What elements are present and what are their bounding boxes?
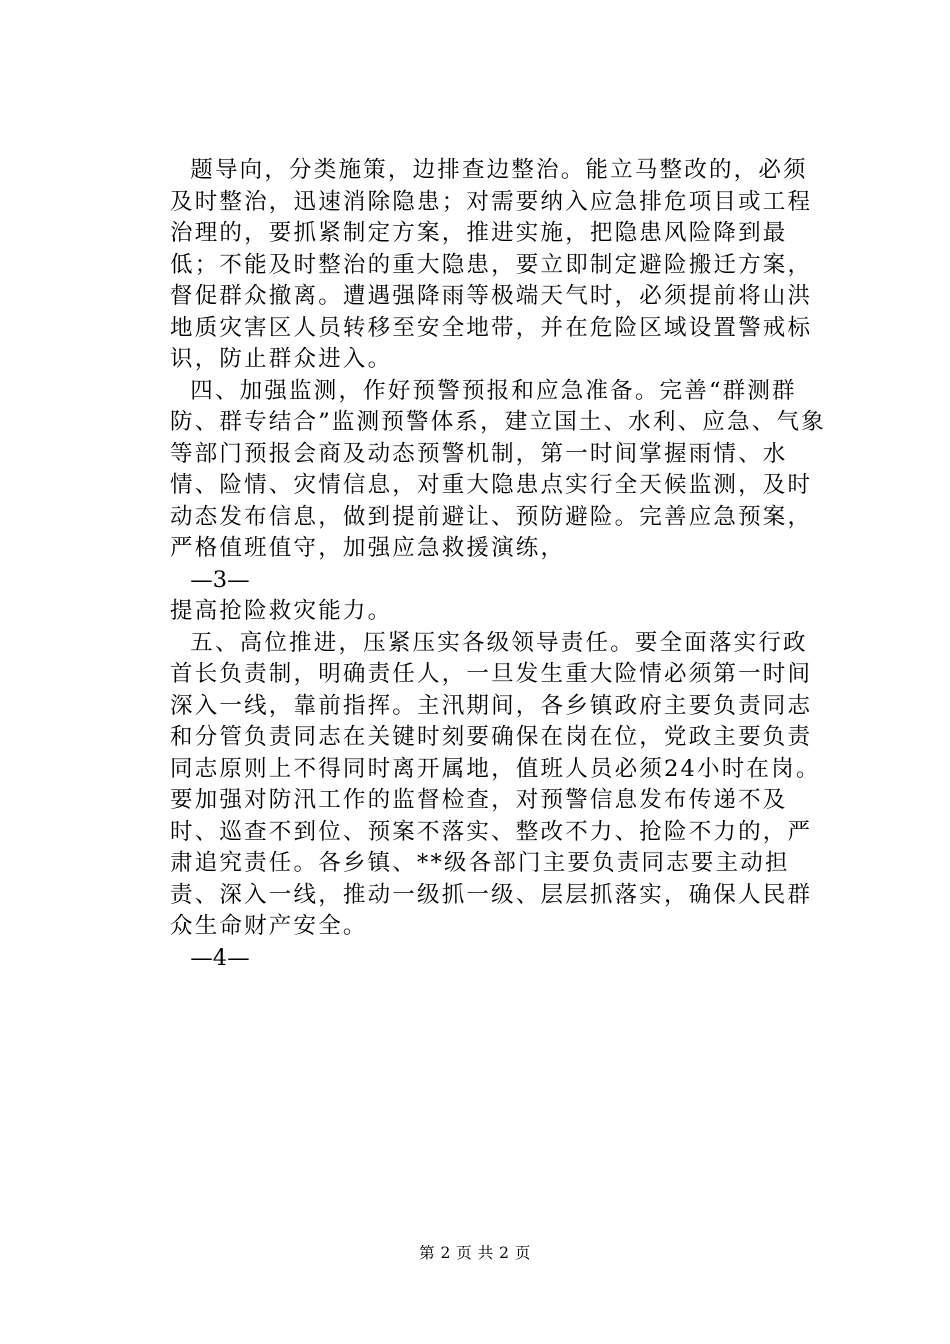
inline-page-number-4: —4— [190, 944, 250, 971]
inline-page-number-3: —3— [190, 566, 250, 593]
paragraph-section-four-monitoring: 四、加强监测，作好预警预报和应急准备。完善“群测群防、群专结合”监测预警体系，建立国土、水利、应急、气象等部门预报会商及动态预警机制，第一时间掌握雨情、水情、险情、灾情信息，对重大隐患点实行全天候监测，及时动态发布信息，做到提前避让、预防避险。完善应急预案，严格值班值守，加强应急救援演练， [170, 377, 826, 561]
page-footer: 第 2 页 共 2 页 [419, 1244, 531, 1262]
document-body [170, 155, 830, 974]
paragraph-hazard-rectification: 题导向，分类施策，边排查边整治。能立马整改的，必须及时整治，迅速消除隐患；对需要纳入应急排危项目或工程治理的，要抓紧制定方案，推进实施，把隐患风险降到最低；不能及时整治的重大隐患，要立即制定避险搬迁方案，督促群众撤离。遭遇强降雨等极端天气时，必须提前将山洪地质灾害区人员转移至安全地带，并在危险区域设置警戒标识，防止群众进入。 [170, 157, 813, 372]
paragraph-rescue-capability: 提高抢险救灾能力。 [170, 598, 393, 624]
paragraph-section-five-leadership: 五、高位推进，压紧压实各级领导责任。要全面落实行政首长负责制，明确责任人，一旦发生重大险情必须第一时间深入一线，靠前指挥。主汛期间，各乡镇政府主要负责同志和分管负责同志在关键时刻要确保在岗在位，党政主要负责同志原则上不得同时离开属地，值班人员必须24小时在岗。要加强对防汛工作的监督检查，对预警信息发布传递不及时、巡查不到位、预案不落实、整改不力、抢险不力的，严肃追究责任。各乡镇、**级各部门主要负责同志要主动担责、深入一线，推动一级抓一级、层层抓落实，确保人民群众生命财产安全。 [170, 629, 821, 939]
